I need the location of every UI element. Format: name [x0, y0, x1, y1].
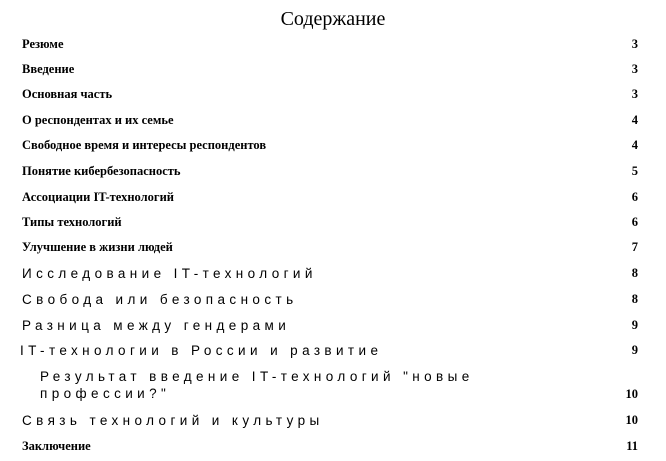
toc-entry-label: Исследование IT-технологий: [22, 266, 317, 281]
toc-entry-page: 4: [631, 113, 638, 127]
toc-entry-label: Резюме: [22, 37, 64, 51]
toc-title: Содержание: [280, 8, 386, 30]
toc-entry-page: 9: [631, 318, 638, 332]
toc-entry-page: 6: [631, 215, 638, 229]
toc-entry-page: 7: [631, 240, 638, 254]
toc-entry-page: 4: [631, 138, 638, 152]
toc-entry-label: Разница между гендерами: [22, 318, 291, 333]
toc-entry-label: Понятие кибербезопасность: [22, 164, 181, 178]
toc-entry-page: 3: [631, 87, 638, 101]
toc-entry-page: 10: [625, 413, 638, 427]
toc-entry-page: 11: [626, 439, 638, 453]
toc-entry-page: 5: [631, 164, 638, 178]
toc-entry-page: 9: [631, 343, 638, 357]
toc-entry-label: Типы технологий: [22, 215, 122, 229]
toc-entry-page: 3: [631, 62, 638, 76]
toc-entry-label: О респондентах и их семье: [22, 113, 174, 127]
toc-entry-page: 6: [631, 190, 638, 204]
toc-entry-page: 8: [631, 292, 638, 306]
toc-entry-label: Основная часть: [22, 87, 113, 101]
toc-entry-label: Улучшение в жизни людей: [22, 240, 173, 254]
table-of-contents: [22, 0, 638, 461]
toc-entry-page: 10: [625, 387, 638, 401]
toc-entry-page: 3: [631, 37, 638, 51]
toc-entry-label: Заключение: [22, 439, 91, 453]
toc-entry-label: Результат введение IT-технологий "новые профессии?": [40, 369, 474, 401]
toc-entry-label: Свободное время и интересы респондентов: [22, 138, 267, 152]
toc-entry-label: Свобода или безопасность: [22, 292, 298, 307]
toc-entry-label: IT-технологии в России и развитие: [20, 343, 383, 358]
toc-entry-label: Ассоциации IT-технологий: [22, 190, 174, 204]
toc-entry-label: Связь технологий и культуры: [22, 413, 324, 428]
toc-entry-page: 8: [631, 266, 638, 280]
toc-entry-label: Введение: [22, 62, 75, 76]
